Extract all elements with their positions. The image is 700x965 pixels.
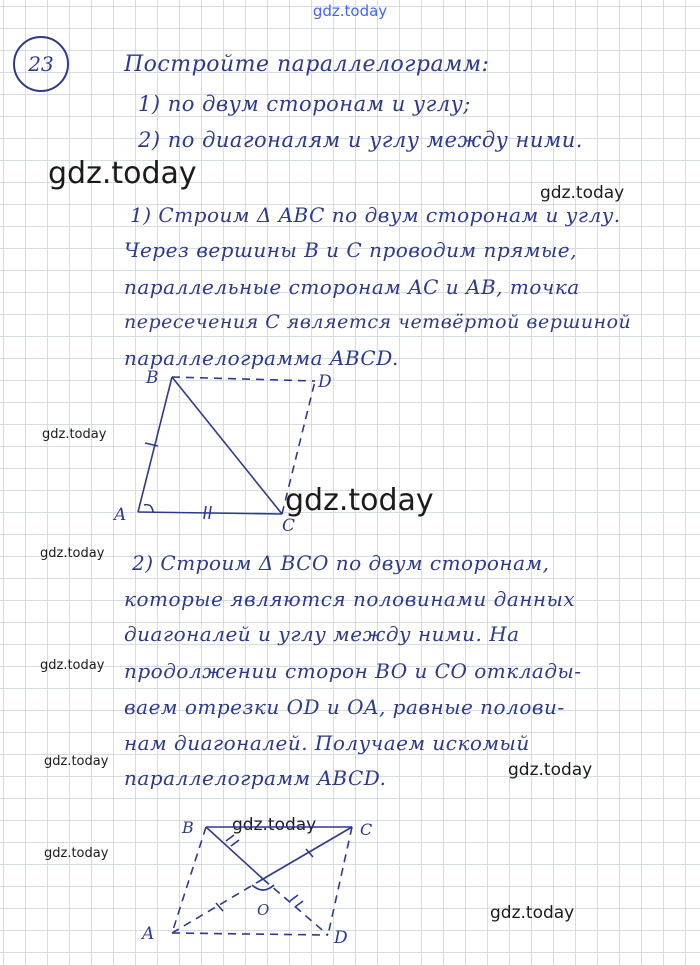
solution2-line: которые являются половинами данных	[124, 587, 576, 611]
vertex-label-b: B	[182, 818, 194, 837]
solution2-line: продолжении сторон BO и CO отклады-	[124, 659, 582, 683]
task-title: Постройте параллелограмм:	[124, 52, 490, 77]
vertex-label-d: D	[334, 928, 348, 948]
solution1-line: пересечения C является четвёртой вершиной	[124, 311, 632, 333]
vertex-label-d: D	[318, 372, 332, 392]
solution2-line: ваем отрезки OD и OA, равные полови-	[124, 695, 565, 719]
side-ab	[172, 827, 206, 933]
solution2-line: параллелограмм ABCD.	[124, 766, 387, 790]
side-ad	[172, 933, 328, 935]
construction-line-bd	[172, 377, 315, 381]
segment-co	[263, 827, 352, 879]
solution1-line: Через вершины B и C проводим прямые,	[124, 238, 577, 262]
solution1-line: параллелограмма ABCD.	[124, 346, 399, 370]
segment-oa	[172, 879, 263, 933]
vertex-label-b: B	[146, 368, 159, 388]
solution2-line: 2) Строим Δ BCO по двум сторонам,	[132, 551, 550, 575]
side-cd	[328, 827, 352, 935]
vertex-label-o: O	[257, 901, 270, 919]
watermark: gdz.today	[40, 546, 105, 561]
solution2-line: диагоналей и углу между ними. На	[124, 622, 520, 646]
solution1-line: 1) Строим Δ ABC по двум сторонам и углу.	[130, 203, 621, 227]
task-item-1: 1) по двум сторонам и углу;	[138, 92, 471, 116]
task-item-2: 2) по диагоналям и углу между ними.	[138, 128, 583, 152]
side-bc	[172, 377, 282, 514]
segment-bo	[206, 827, 263, 879]
watermark: gdz.today	[48, 156, 197, 191]
watermark: gdz.today	[508, 760, 593, 780]
watermark: gdz.today	[44, 846, 109, 861]
watermark: gdz.today	[44, 754, 109, 769]
tick-od	[295, 901, 303, 907]
vertex-label-c: C	[360, 820, 373, 839]
tick-ac	[204, 506, 206, 519]
watermark: gdz.today	[40, 658, 105, 673]
tick-od	[290, 895, 298, 901]
tick-ac	[209, 506, 211, 519]
watermark: gdz.today	[232, 815, 317, 835]
construction-line-cd	[282, 381, 315, 514]
watermark: gdz.today	[285, 483, 434, 518]
angle-arc-a	[144, 505, 153, 512]
vertex-label-c: C	[282, 516, 296, 536]
vertex-label-a: A	[114, 505, 127, 525]
task-number: 23	[13, 36, 69, 92]
tick-bo	[231, 840, 239, 846]
watermark: gdz.today	[540, 183, 625, 203]
solution1-line: параллельные сторонам AC и AB, точка	[124, 275, 580, 299]
parallelogram-construction-2	[130, 815, 390, 955]
angle-arc-o	[252, 885, 274, 890]
tick-bo	[226, 835, 234, 841]
vertex-label-a: A	[142, 924, 155, 944]
solution2-line: нам диагоналей. Получаем искомый	[124, 731, 530, 755]
watermark: gdz.today	[490, 903, 575, 923]
watermark-top: gdz.today	[312, 2, 388, 20]
parallelogram-construction-1	[100, 365, 360, 540]
watermark: gdz.today	[42, 427, 107, 442]
